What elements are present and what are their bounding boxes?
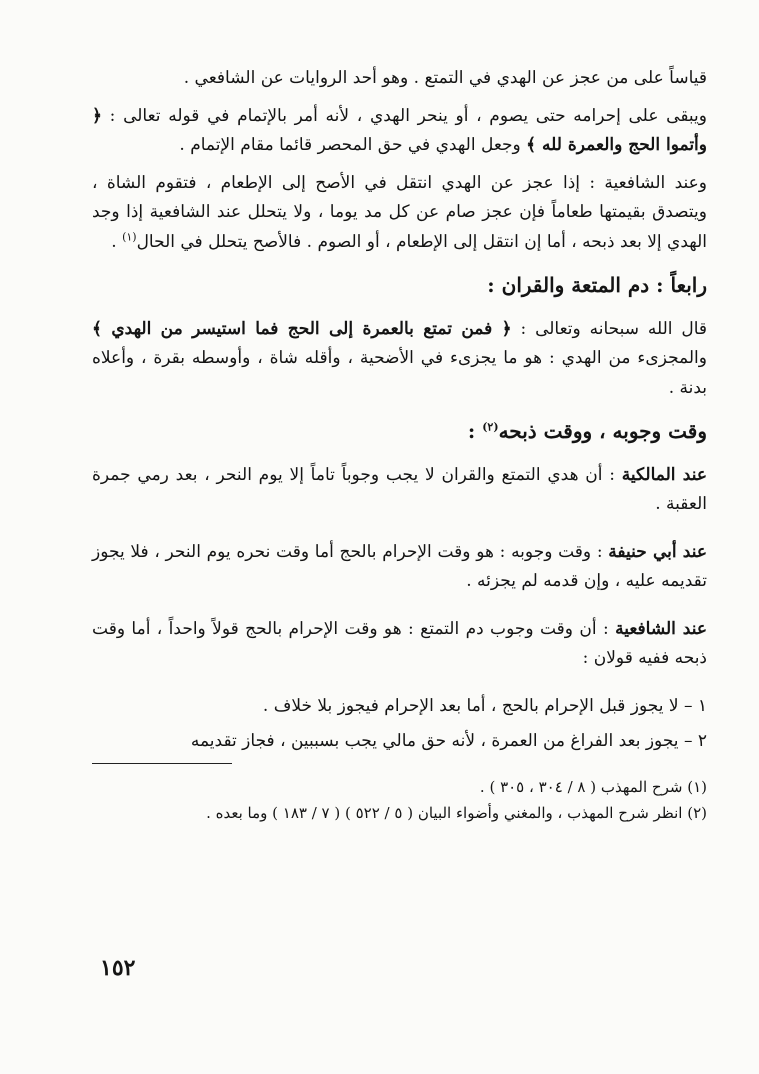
paragraph-text: قال الله سبحانه وتعالى : — [511, 318, 708, 339]
paragraph-hanafi — [92, 538, 707, 597]
section-heading: رابعاً : دم المتعة والقران : — [487, 273, 707, 297]
paragraph-text: وجعل الهدي في حق المحصر قائما مقام الإتمام . — [179, 135, 527, 155]
madhhab-label: عند أبي حنيفة — [608, 541, 707, 562]
paragraph-ihram — [92, 102, 707, 161]
madhhab-label: عند المالكية — [621, 464, 707, 485]
footnote-divider — [92, 763, 232, 764]
paragraph-text: ويبقى على إحرامه حتى يصوم ، أو ينحر الهدي ، لأنه أمر بالإتمام في قوله تعالى : — [101, 105, 707, 126]
paragraph-text: . — [111, 231, 123, 252]
heading-text: : — [467, 419, 483, 443]
paragraph-text: : أن وقت وجوب دم التمتع : هو وقت الإحرام بالحج قولاً واحداً ، أما وقت ذبحه ففيه قولان : — [92, 618, 707, 668]
footnote-ref: (٢) — [482, 420, 499, 434]
footnote: (٢) انظر شرح المهذب ، والمغني وأضواء البيان ( ٥ / ٥٢٢ ) ( ٧ / ١٨٣ ) وما بعده . — [206, 803, 707, 822]
heading-text: وقت وجوبه ، ووقت ذبحه — [498, 419, 707, 443]
paragraph-text: قياساً على من عجز عن الهدي في التمتع . وهو أحد الروايات عن الشافعي . — [183, 68, 707, 88]
list-item: ٢ – يجوز بعد الفراغ من العمرة ، لأنه حق مالي يجب بسببين ، فجاز تقديمه — [190, 731, 707, 751]
list-item: ١ – لا يجوز قبل الإحرام بالحج ، أما بعد الإحرام فيجوز بلا خلاف . — [262, 695, 707, 716]
paragraph-tamattu — [92, 315, 707, 404]
paragraph-text: : وقت وجوبه : هو وقت الإحرام بالحج أما وقت نحره يوم النحر ، فلا يجوز تقديمه عليه ، وإن قدمه لم يجزئه . — [92, 541, 707, 591]
paragraph-maliki — [92, 461, 707, 520]
section-heading — [92, 417, 707, 447]
footnote: (١) شرح المهذب ( ٨ / ٣٠٤ ، ٣٠٥ ) . — [479, 777, 707, 796]
paragraph-text: والمجزىء من الهدي : هو ما يجزىء في الأضحية ، وأقله شاة ، وأوسطه بقرة ، وأعلاه بدنة . — [92, 348, 707, 398]
quran-quote: ﴿ وأتموا الحج والعمرة لله ﴾ — [92, 105, 707, 155]
quran-quote: ﴿ فمن تمتع بالعمرة إلى الحج فما استيسر من الهدي ﴾ — [92, 318, 512, 339]
footnote-ref: (١) — [122, 229, 137, 243]
footnotes — [92, 774, 707, 826]
paragraph-text: : أن هدي التمتع والقران لا يجب وجوباً تاماً إلا يوم النحر ، بعد رمي جمرة العقبة . — [92, 464, 707, 514]
paragraph-shafii-time — [92, 615, 707, 674]
page-number: ١٥٢ — [100, 955, 136, 981]
paragraph-analogy — [92, 64, 707, 94]
madhhab-label: عند الشافعية — [615, 618, 707, 639]
paragraph-shafii — [92, 169, 707, 258]
paragraph-text: وعند الشافعية : إذا عجز عن الهدي انتقل في الأصح إلى الإطعام ، فتقوم الشاة ، ويتصدق بقيمتها طعاماً فإن عجز صام عن كل مد يوما ، ولا يتحلل عند الشافعية إذا وجد الهدي إلا بعد ذبحه ، أما إن انتقل إلى الإطعام ، أو الصوم . فالأصح يتحلل في الحال — [92, 172, 707, 252]
